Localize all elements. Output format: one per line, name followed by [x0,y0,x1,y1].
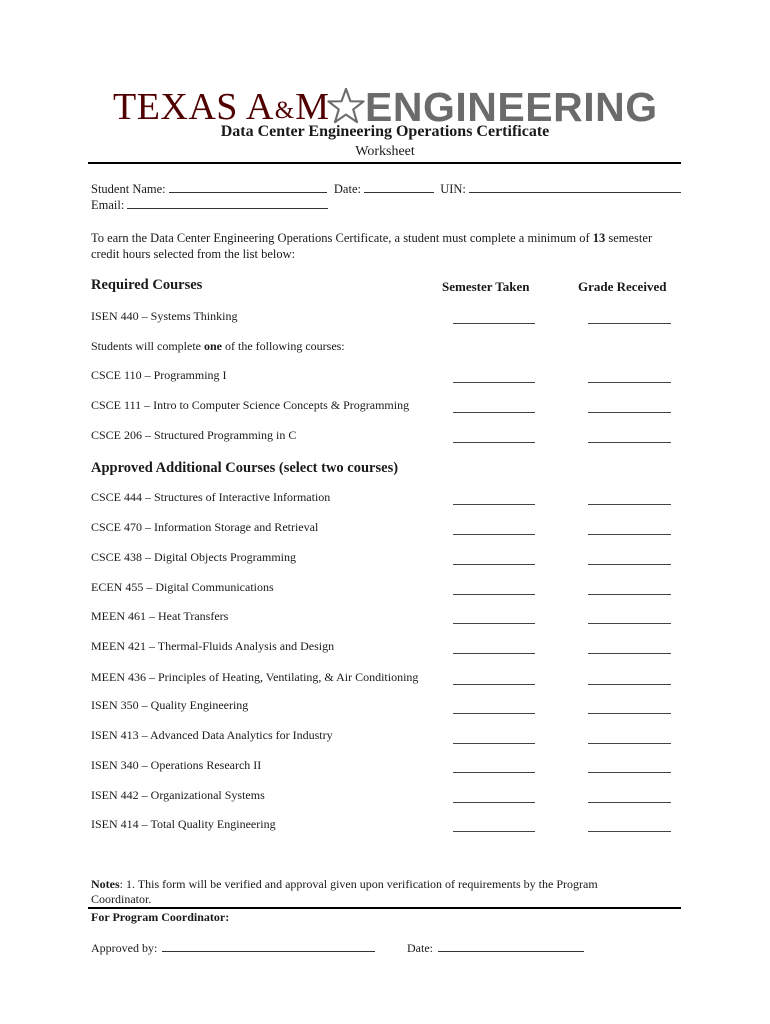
student-name-label: Student Name: [91,182,166,196]
logo-ampersand: & [274,97,295,124]
option-course: CSCE 206 – Structured Programming in C [91,428,297,442]
grade-field[interactable] [588,323,671,324]
additional-course: ISEN 340 – Operations Research II [91,758,262,772]
grade-field[interactable] [588,772,671,773]
semester-field[interactable] [453,653,535,654]
grade-field[interactable] [588,684,671,685]
additional-course: MEEN 436 – Principles of Heating, Ventilating, & Air Conditioning [91,670,419,684]
logo-m-text: M [295,86,330,128]
texas-am-engineering-logo [113,82,658,130]
choose-one-instruction [91,339,345,354]
approved-by-field[interactable] [162,940,375,952]
star-icon [327,87,365,125]
semester-field[interactable] [453,382,535,383]
date-label: Date: [333,182,361,196]
required-course-isen440: ISEN 440 – Systems Thinking [91,309,238,323]
logo-texas-text: TEXAS A [113,86,274,128]
additional-course: ISEN 350 – Quality Engineering [91,698,249,712]
header-divider [88,162,681,164]
coordinator-date-field[interactable] [438,940,584,952]
grade-field[interactable] [588,504,671,505]
intro-text-3: credit hours selected from the list below: [91,247,296,261]
semester-field[interactable] [453,684,535,685]
semester-field[interactable] [453,534,535,535]
notes-text: : 1. This form will be verified and approval given upon verification of requirements by the Program Coordinator. [91,877,598,906]
intro-text-2: semester [605,231,653,245]
semester-taken-header: Semester Taken [442,279,530,294]
semester-field[interactable] [453,831,535,832]
additional-course: CSCE 438 – Digital Objects Programming [91,550,296,564]
grade-field[interactable] [588,831,671,832]
semester-field[interactable] [453,323,535,324]
coordinator-heading: For Program Coordinator: [91,910,230,924]
semester-field[interactable] [453,564,535,565]
grade-field[interactable] [588,534,671,535]
semester-field[interactable] [453,504,535,505]
semester-field[interactable] [453,713,535,714]
semester-field[interactable] [453,623,535,624]
grade-field[interactable] [588,564,671,565]
required-courses-heading: Required Courses [91,277,203,293]
additional-course: ISEN 414 – Total Quality Engineering [91,817,276,831]
intro-text-1: To earn the Data Center Engineering Operations Certificate, a student must complete a minimum of [91,231,593,245]
email-row [91,197,328,213]
email-field[interactable] [127,197,328,209]
additional-course: MEEN 461 – Heat Transfers [91,609,229,623]
semester-field[interactable] [453,412,535,413]
additional-course: MEEN 421 – Thermal-Fluids Analysis and Design [91,639,335,653]
email-label: Email: [91,198,125,212]
grade-field[interactable] [588,802,671,803]
additional-course: ISEN 442 – Organizational Systems [91,788,265,802]
notes-divider [88,907,681,909]
grade-field[interactable] [588,382,671,383]
grade-field[interactable] [588,412,671,413]
additional-course: CSCE 470 – Information Storage and Retrieval [91,520,319,534]
semester-field[interactable] [453,802,535,803]
document-title: Data Center Engineering Operations Certificate [220,123,550,140]
date-field[interactable] [364,181,434,193]
student-name-field[interactable] [169,181,327,193]
additional-course: ISEN 413 – Advanced Data Analytics for Industry [91,728,333,742]
additional-courses-heading: Approved Additional Courses (select two courses) [91,460,399,476]
logo-engineering-text: ENGINEERING [365,84,658,130]
uin-field[interactable] [469,181,681,193]
grade-field[interactable] [588,623,671,624]
intro-hours: 13 [592,231,606,245]
grade-field[interactable] [588,743,671,744]
grade-field[interactable] [588,594,671,595]
grade-field[interactable] [588,713,671,714]
grade-field[interactable] [588,653,671,654]
choose-text-2: of the following courses: [222,339,345,353]
additional-course: CSCE 444 – Structures of Interactive Information [91,490,331,504]
coordinator-date-label: Date: [407,941,433,955]
semester-field[interactable] [453,594,535,595]
choose-text-1: Students will complete [91,339,204,353]
approved-by-label: Approved by: [91,941,158,955]
additional-course: ECEN 455 – Digital Communications [91,580,274,594]
semester-field[interactable] [453,442,535,443]
document-subtitle: Worksheet [355,144,415,159]
choose-bold: one [204,339,222,353]
grade-received-header: Grade Received [578,279,667,294]
notes-paragraph [91,877,651,907]
grade-field[interactable] [588,442,671,443]
semester-field[interactable] [453,772,535,773]
intro-paragraph [91,230,691,262]
coordinator-date-row [407,940,584,956]
uin-label: UIN: [440,182,466,196]
semester-field[interactable] [453,743,535,744]
approved-by-row [91,940,375,956]
student-info-row [91,181,681,197]
option-course: CSCE 110 – Programming I [91,368,227,382]
notes-label: Notes [91,877,120,891]
option-course: CSCE 111 – Intro to Computer Science Concepts & Programming [91,398,410,412]
